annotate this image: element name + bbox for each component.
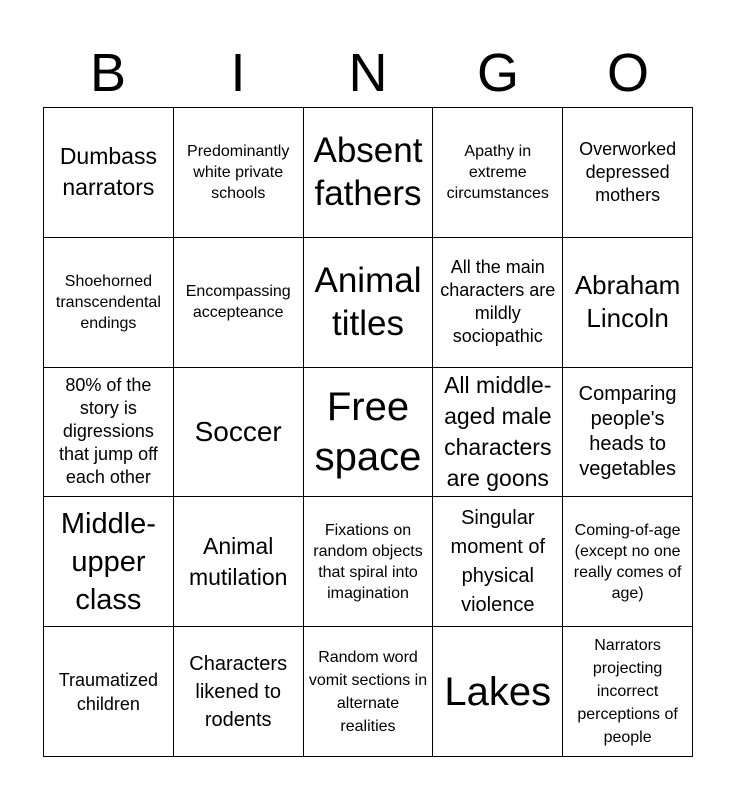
cell-text: Apathy in extreme circumstances	[446, 142, 549, 202]
cell-text: Shoehorned transcendental endings	[55, 272, 161, 332]
header-letter-n: N	[348, 43, 388, 103]
bingo-cell[interactable]	[304, 627, 434, 757]
cell-text: Animal titles	[314, 261, 422, 344]
bingo-cell[interactable]	[433, 627, 563, 757]
bingo-cell[interactable]	[174, 497, 304, 627]
header-letter-b: B	[89, 43, 127, 103]
cell-text: Lakes	[444, 669, 552, 714]
cell-text: Singular moment of physical violence	[450, 506, 546, 616]
header-letter-g: G	[476, 43, 519, 103]
bingo-cell[interactable]	[44, 627, 174, 757]
cell-text: Soccer	[194, 415, 282, 447]
header-letter-o: O	[606, 43, 649, 103]
bingo-cell[interactable]	[433, 497, 563, 627]
free-space-cell[interactable]	[304, 368, 434, 498]
cell-text: Encompassing accepteance	[185, 283, 291, 322]
bingo-cell[interactable]	[44, 497, 174, 627]
bingo-cell[interactable]	[563, 238, 693, 368]
bingo-header	[43, 42, 693, 104]
cell-text: Narrators projecting incorrect perceptions of people	[577, 637, 678, 747]
bingo-cell[interactable]	[563, 368, 693, 498]
cell-text: Coming-of-age (except no one really comes of age)	[573, 521, 682, 602]
bingo-cell[interactable]	[174, 108, 304, 238]
bingo-cell[interactable]	[563, 627, 693, 757]
bingo-cell[interactable]	[304, 497, 434, 627]
cell-text: Dumbass narrators	[59, 143, 157, 201]
cell-text: Free space	[314, 384, 422, 479]
bingo-cell[interactable]	[433, 108, 563, 238]
cell-text: All middle-aged male characters are goons	[444, 372, 552, 491]
bingo-cell[interactable]	[174, 368, 304, 498]
cell-text: Predominantly white private schools	[187, 142, 290, 202]
cell-text: 80% of the story is digressions that jump off each other	[59, 375, 158, 488]
bingo-cell[interactable]	[174, 238, 304, 368]
cell-text: Fixations on random objects that spiral into imagination	[313, 521, 423, 602]
bingo-cell[interactable]	[563, 497, 693, 627]
bingo-cell[interactable]	[304, 108, 434, 238]
bingo-cell[interactable]	[304, 238, 434, 368]
cell-text: Animal mutilation	[188, 532, 288, 590]
bingo-cell[interactable]	[44, 108, 174, 238]
header-letter-i: I	[230, 43, 246, 103]
cell-text: Traumatized children	[58, 669, 159, 714]
bingo-cell[interactable]	[563, 108, 693, 238]
cell-text: All the main characters are mildly sociopathic	[440, 257, 556, 347]
bingo-cell[interactable]	[433, 238, 563, 368]
bingo-cell[interactable]	[44, 368, 174, 498]
cell-text: Random word vomit sections in alternate realities	[308, 648, 428, 735]
bingo-cell[interactable]	[174, 627, 304, 757]
cell-text: Characters likened to rodents	[189, 652, 288, 731]
cell-text: Comparing people's heads to vegetables	[578, 382, 677, 480]
bingo-cell[interactable]	[433, 368, 563, 498]
cell-text: Middle-upper class	[60, 507, 156, 616]
cell-text: Absent fathers	[313, 131, 423, 214]
bingo-cell[interactable]	[44, 238, 174, 368]
cell-text: Abraham Lincoln	[574, 270, 681, 334]
bingo-card	[43, 107, 693, 757]
cell-text: Overworked depressed mothers	[579, 138, 677, 205]
